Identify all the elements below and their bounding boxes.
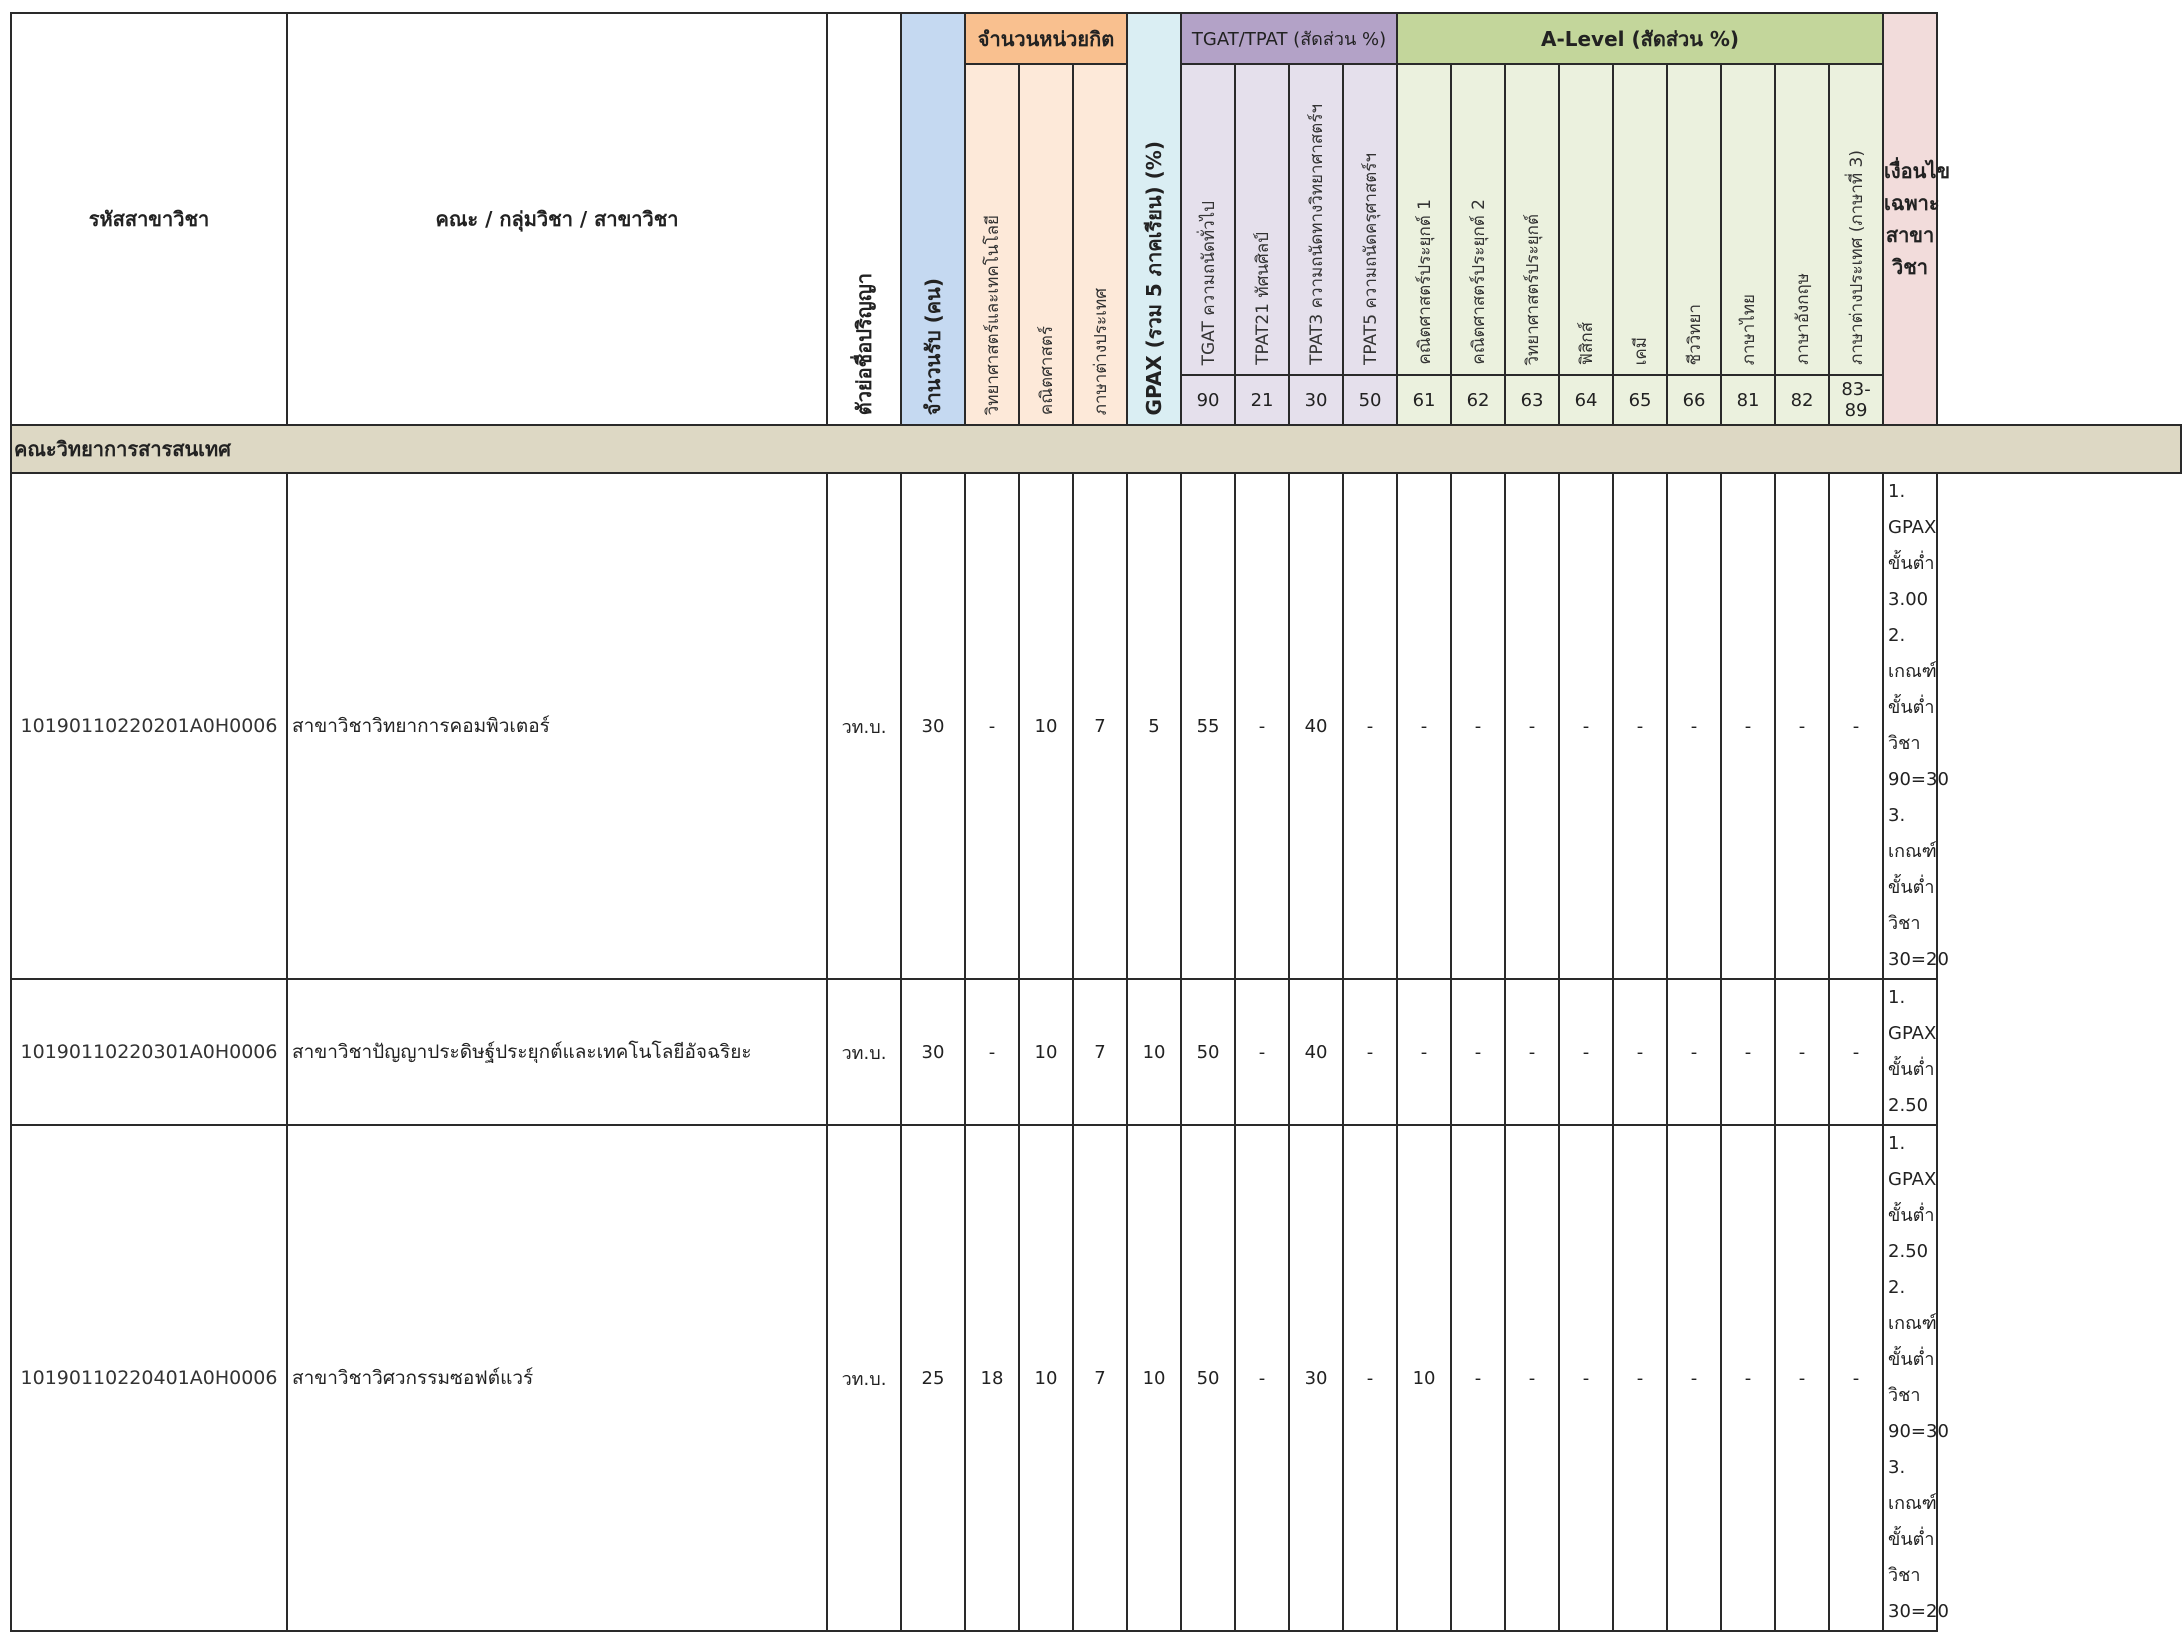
alevel-83-89: - bbox=[1829, 1125, 1883, 1631]
credit-math: 10 bbox=[1019, 473, 1073, 979]
header-alevel-col: ภาษาอังกฤษ bbox=[1775, 64, 1829, 375]
header-alevel-col: คณิตศาสตร์ประยุกต์ 2 bbox=[1451, 64, 1505, 375]
program-name: สาขาวิชาวิทยาการคอมพิวเตอร์ bbox=[287, 473, 827, 979]
table-row bbox=[11, 979, 2181, 1125]
condition-line: 2. เกณฑ์ขั้นต่ำวิชา bbox=[1888, 625, 1937, 754]
admission-table bbox=[10, 12, 2182, 1632]
alevel-63: - bbox=[1505, 1125, 1559, 1631]
header-alevel-code: 61 bbox=[1397, 375, 1451, 425]
condition-line: 1. GPAX ขั้นต่ำ bbox=[1888, 1133, 1937, 1226]
alevel-81: - bbox=[1721, 473, 1775, 979]
condition-line: 2.50 bbox=[1888, 1241, 1929, 1262]
condition-line: 90=30 bbox=[1888, 769, 1949, 790]
header-alevel-code: 66 bbox=[1667, 375, 1721, 425]
header-tgat-group: TGAT/TPAT (สัดส่วน %) bbox=[1181, 13, 1397, 64]
header-alevel-col: คณิตศาสตร์ประยุกต์ 1 bbox=[1397, 64, 1451, 375]
header-credits-group: จำนวนหน่วยกิต bbox=[965, 13, 1127, 64]
condition-line: 30=20 bbox=[1888, 949, 1949, 970]
condition-line: 3.00 bbox=[1888, 589, 1929, 610]
header-alevel-col: ชีววิทยา bbox=[1667, 64, 1721, 375]
degree: วท.บ. bbox=[827, 1125, 901, 1631]
tpat-30: 30 bbox=[1289, 1125, 1343, 1631]
alevel-65: - bbox=[1613, 473, 1667, 979]
program-code: 10190110220201A0H0006 bbox=[11, 473, 287, 979]
alevel-62: - bbox=[1451, 473, 1505, 979]
header-alevel-col: ภาษาต่างประเทศ (ภาษาที่ 3) bbox=[1829, 64, 1883, 375]
header-tgat-code: 50 bbox=[1343, 375, 1397, 425]
header-conditions: เงื่อนไขเฉพาะ สาขาวิชา bbox=[1883, 13, 1937, 425]
tpat-30: 40 bbox=[1289, 473, 1343, 979]
tpat-50: - bbox=[1343, 979, 1397, 1125]
header-code: รหัสสาขาวิชา bbox=[11, 13, 287, 425]
alevel-63: - bbox=[1505, 979, 1559, 1125]
tpat-21: - bbox=[1235, 473, 1289, 979]
header-alevel-code: 65 bbox=[1613, 375, 1667, 425]
header-alevel-code: 63 bbox=[1505, 375, 1559, 425]
tgat-90: 55 bbox=[1181, 473, 1235, 979]
seats: 30 bbox=[901, 979, 965, 1125]
credit-sci: - bbox=[965, 979, 1019, 1125]
alevel-65: - bbox=[1613, 979, 1667, 1125]
header-credits-lang: ภาษาต่างประเทศ bbox=[1073, 64, 1127, 425]
seats: 30 bbox=[901, 473, 965, 979]
condition-line: 1. GPAX ขั้นต่ำ bbox=[1888, 481, 1937, 574]
header-alevel-col: ภาษาไทย bbox=[1721, 64, 1775, 375]
tgat-90: 50 bbox=[1181, 1125, 1235, 1631]
alevel-82: - bbox=[1775, 473, 1829, 979]
conditions-cell bbox=[1883, 979, 1937, 1125]
alevel-61: - bbox=[1397, 979, 1451, 1125]
alevel-81: - bbox=[1721, 979, 1775, 1125]
credit-math: 10 bbox=[1019, 1125, 1073, 1631]
credit-lang: 7 bbox=[1073, 1125, 1127, 1631]
alevel-65: - bbox=[1613, 1125, 1667, 1631]
condition-line: 3. เกณฑ์ขั้นต่ำวิชา bbox=[1888, 805, 1937, 934]
alevel-83-89: - bbox=[1829, 979, 1883, 1125]
conditions-cell bbox=[1883, 1125, 1949, 1631]
header-alevel-group: A-Level (สัดส่วน %) bbox=[1397, 13, 1883, 64]
program-code: 10190110220301A0H0006 bbox=[11, 979, 287, 1125]
credit-sci: 18 bbox=[965, 1125, 1019, 1631]
header-tgat-code: 21 bbox=[1235, 375, 1289, 425]
header-alevel-code: 83-89 bbox=[1829, 375, 1883, 425]
alevel-63: - bbox=[1505, 473, 1559, 979]
tgat-90: 50 bbox=[1181, 979, 1235, 1125]
degree: วท.บ. bbox=[827, 979, 901, 1125]
condition-line: 90=30 bbox=[1888, 1421, 1949, 1442]
alevel-82: - bbox=[1775, 1125, 1829, 1631]
alevel-64: - bbox=[1559, 979, 1613, 1125]
header-gpax: GPAX (รวม 5 ภาคเรียน) (%) bbox=[1127, 13, 1181, 425]
table-row bbox=[11, 473, 2181, 979]
tpat-21: - bbox=[1235, 1125, 1289, 1631]
alevel-82: - bbox=[1775, 979, 1829, 1125]
gpax-weight: 5 bbox=[1127, 473, 1181, 979]
header-alevel-code: 64 bbox=[1559, 375, 1613, 425]
header-alevel-col: เคมี bbox=[1613, 64, 1667, 375]
tpat-50: - bbox=[1343, 1125, 1397, 1631]
degree: วท.บ. bbox=[827, 473, 901, 979]
condition-line: 3. เกณฑ์ขั้นต่ำวิชา bbox=[1888, 1457, 1937, 1586]
table-row bbox=[11, 1125, 2181, 1631]
alevel-66: - bbox=[1667, 1125, 1721, 1631]
credit-math: 10 bbox=[1019, 979, 1073, 1125]
program-code: 10190110220401A0H0006 bbox=[11, 1125, 287, 1631]
credit-lang: 7 bbox=[1073, 473, 1127, 979]
seats: 25 bbox=[901, 1125, 965, 1631]
alevel-66: - bbox=[1667, 473, 1721, 979]
header-degree-abbr: ตัวย่อชื่อปริญญา bbox=[827, 13, 901, 425]
condition-line: 1. GPAX ขั้นต่ำ bbox=[1888, 987, 1937, 1080]
alevel-61: - bbox=[1397, 473, 1451, 979]
header-tgat-code: 90 bbox=[1181, 375, 1235, 425]
program-name: สาขาวิชาปัญญาประดิษฐ์ประยุกต์และเทคโนโลยีอัจฉริยะ bbox=[287, 979, 827, 1125]
tpat-21: - bbox=[1235, 979, 1289, 1125]
header-tgat-col: TGAT ความถนัดทั่วไป bbox=[1181, 64, 1235, 375]
header-tgat-col: TPAT5 ความถนัดครุศาสตร์ฯ bbox=[1343, 64, 1397, 375]
alevel-62: - bbox=[1451, 979, 1505, 1125]
header-credits-math: คณิตศาสตร์ bbox=[1019, 64, 1073, 425]
gpax-weight: 10 bbox=[1127, 1125, 1181, 1631]
header-credits-sci: วิทยาศาสตร์และเทคโนโลยี bbox=[965, 64, 1019, 425]
header-alevel-code: 82 bbox=[1775, 375, 1829, 425]
credit-lang: 7 bbox=[1073, 979, 1127, 1125]
tpat-30: 40 bbox=[1289, 979, 1343, 1125]
header-seats: จำนวนรับ (คน) bbox=[901, 13, 965, 425]
header-alevel-code: 81 bbox=[1721, 375, 1775, 425]
condition-line: 30=20 bbox=[1888, 1601, 1949, 1622]
condition-line: 2. เกณฑ์ขั้นต่ำวิชา bbox=[1888, 1277, 1937, 1406]
header-alevel-col: ฟิสิกส์ bbox=[1559, 64, 1613, 375]
gpax-weight: 10 bbox=[1127, 979, 1181, 1125]
header-alevel-col: วิทยาศาสตร์ประยุกต์ bbox=[1505, 64, 1559, 375]
condition-line: 2.50 bbox=[1888, 1095, 1929, 1116]
header-program: คณะ / กลุ่มวิชา / สาขาวิชา bbox=[287, 13, 827, 425]
faculty-row: คณะวิทยาการสารสนเทศ bbox=[11, 425, 2181, 473]
tpat-50: - bbox=[1343, 473, 1397, 979]
alevel-64: - bbox=[1559, 473, 1613, 979]
header-tgat-col: TPAT3 ความถนัดทางวิทยาศาสตร์ฯ bbox=[1289, 64, 1343, 375]
alevel-83-89: - bbox=[1829, 473, 1883, 979]
conditions-cell bbox=[1883, 473, 1949, 979]
header-alevel-code: 62 bbox=[1451, 375, 1505, 425]
credit-sci: - bbox=[965, 473, 1019, 979]
alevel-62: - bbox=[1451, 1125, 1505, 1631]
header-tgat-col: TPAT21 ทัศนศิลป์ bbox=[1235, 64, 1289, 375]
alevel-81: - bbox=[1721, 1125, 1775, 1631]
header-tgat-code: 30 bbox=[1289, 375, 1343, 425]
alevel-61: 10 bbox=[1397, 1125, 1451, 1631]
alevel-64: - bbox=[1559, 1125, 1613, 1631]
program-name: สาขาวิชาวิศวกรรมซอฟต์แวร์ bbox=[287, 1125, 827, 1631]
alevel-66: - bbox=[1667, 979, 1721, 1125]
